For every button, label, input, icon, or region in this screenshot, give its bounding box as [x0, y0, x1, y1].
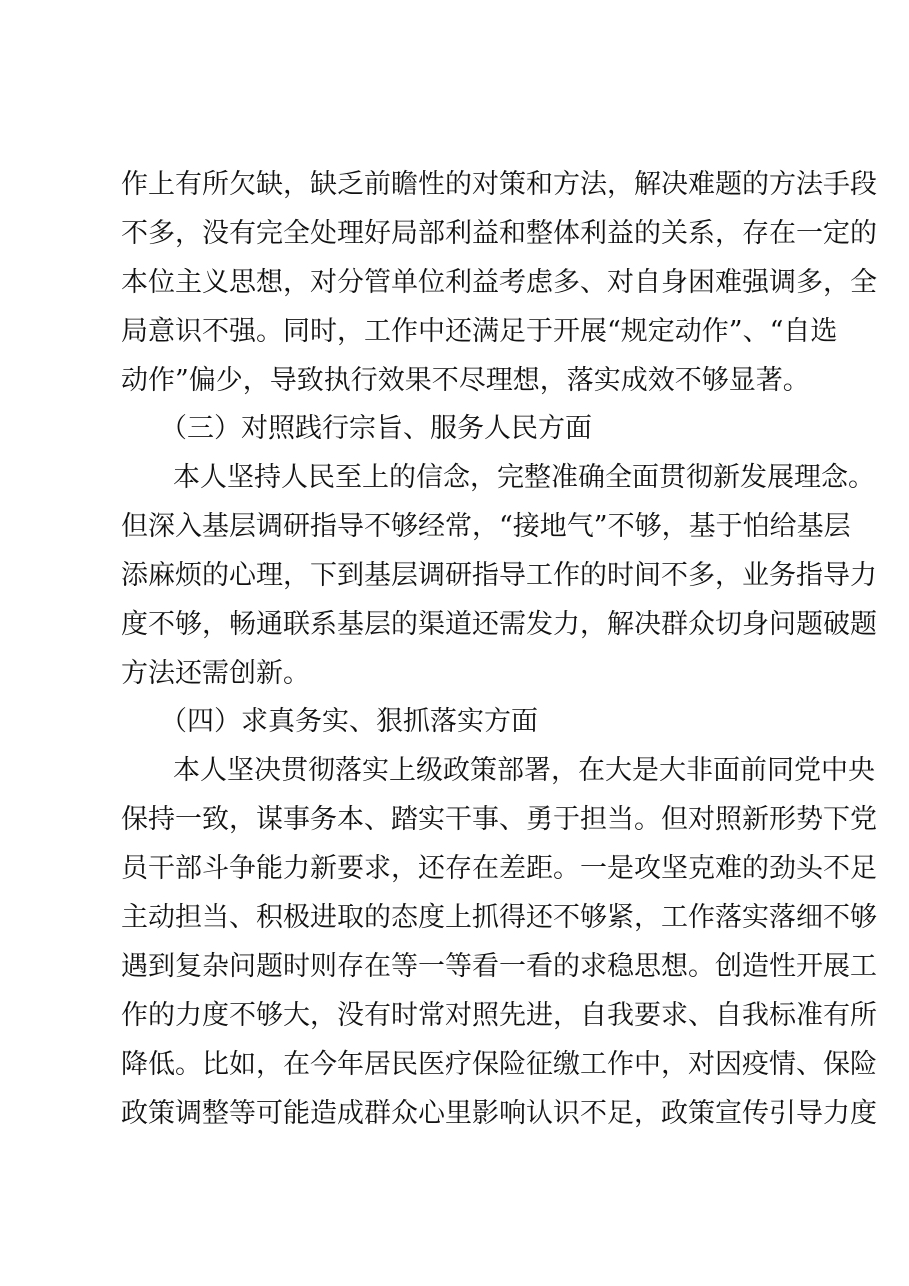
section-heading: （四）求真务实、狠抓落实方面	[160, 706, 538, 737]
paragraph-line: 局意识不强。同时，工作中还满足于开展“规定动作”、“自选	[121, 316, 838, 347]
paragraph-line: 员干部斗争能力新要求，还存在差距。一是攻坚克难的劲头不足	[121, 853, 877, 884]
paragraph-line: 降低。比如，在今年居民医疗保险征缴工作中，对因疫情、保险	[121, 1049, 877, 1080]
paragraph-line: 保持一致，谋事务本、踏实干事、勇于担当。但对照新形势下党	[121, 804, 877, 835]
paragraph-line: 遇到复杂问题时则存在等一等看一看的求稳思想。创造性开展工	[121, 951, 877, 982]
section-heading: （三）对照践行宗旨、服务人民方面	[160, 413, 592, 444]
paragraph-line: 度不够，畅通联系基层的渠道还需发力，解决群众切身问题破题	[121, 609, 877, 640]
paragraph-line: 不多，没有完全处理好局部利益和整体利益的关系，存在一定的	[121, 218, 877, 249]
paragraph-line: 本人坚决贯彻落实上级政策部署，在大是大非面前同党中央	[173, 755, 875, 786]
paragraph-line: 作上有所欠缺，缺乏前瞻性的对策和方法，解决难题的方法手段	[121, 169, 877, 200]
paragraph-line: 但深入基层调研指导不够经常，“接地气”不够，基于怕给基层	[121, 511, 851, 542]
paragraph-line: 本人坚持人民至上的信念，完整准确全面贯彻新发展理念。	[173, 462, 875, 493]
paragraph-line: 主动担当、积极进取的态度上抓得还不够紧，工作落实落细不够	[121, 902, 877, 933]
paragraph-line: 动作”偏少，导致执行效果不尽理想，落实成效不够显著。	[121, 365, 810, 396]
paragraph-line: 本位主义思想，对分管单位利益考虑多、对自身困难强调多，全	[121, 267, 877, 298]
paragraph-line: 添麻烦的心理，下到基层调研指导工作的时间不多，业务指导力	[121, 560, 877, 591]
paragraph-line: 政策调整等可能造成群众心里影响认识不足，政策宣传引导力度	[121, 1098, 877, 1129]
paragraph-line: 方法还需创新。	[121, 658, 310, 689]
paragraph-line: 作的力度不够大，没有时常对照先进，自我要求、自我标准有所	[121, 1000, 877, 1031]
